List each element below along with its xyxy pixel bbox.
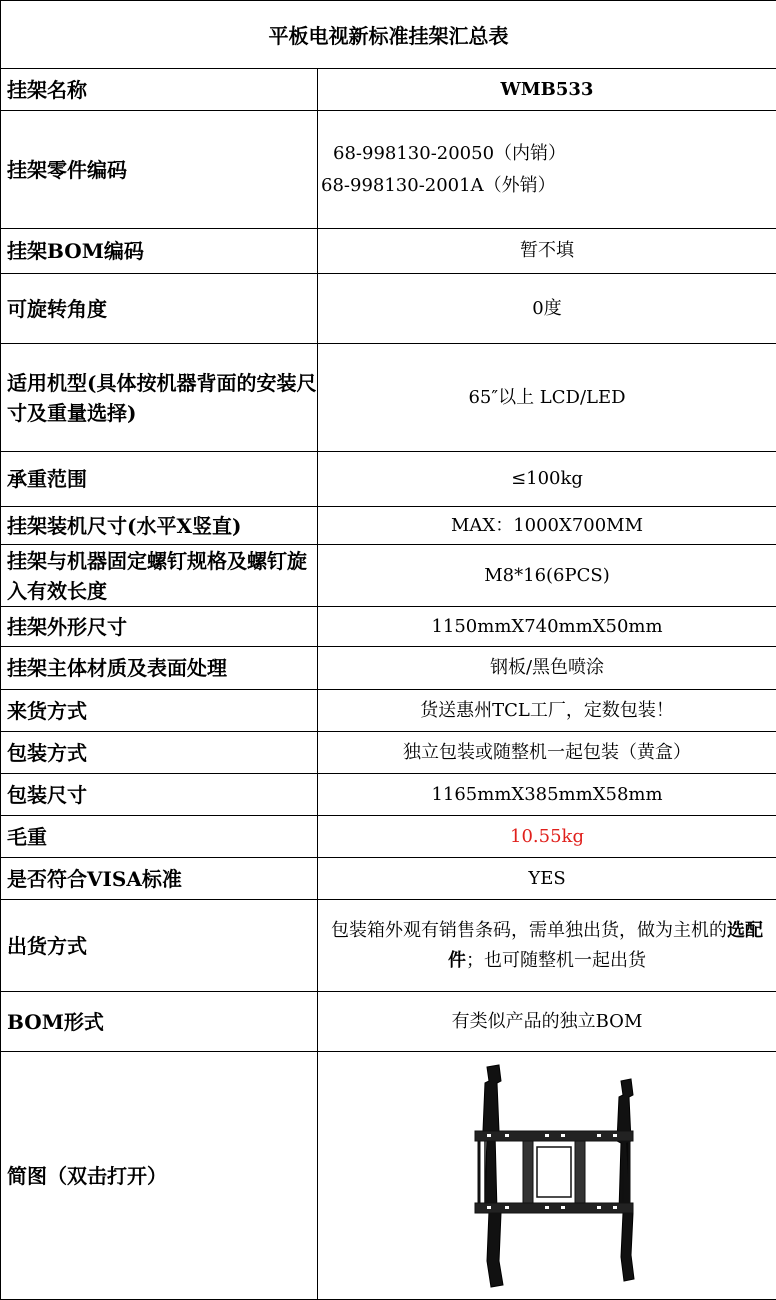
table-row bbox=[1, 111, 776, 229]
table-row bbox=[1, 69, 776, 111]
row-label[interactable]: 可旋转角度 bbox=[1, 274, 318, 344]
row-value[interactable]: 有类似产品的独立BOM bbox=[318, 992, 776, 1052]
row-label[interactable]: 包装方式 bbox=[1, 732, 318, 774]
shipping-text-a: 包装箱外观有销售条码，需单独出货，做为主机的 bbox=[331, 920, 727, 941]
row-value[interactable] bbox=[318, 111, 776, 229]
part-code-export: 68-998130-2001A（外销） bbox=[321, 170, 566, 202]
row-label[interactable]: 简图（双击打开） bbox=[1, 1052, 318, 1300]
row-value[interactable]: 65″以上 LCD/LED bbox=[318, 344, 776, 452]
row-label[interactable]: 来货方式 bbox=[1, 690, 318, 732]
row-label[interactable]: 挂架装机尺寸(水平X竖直) bbox=[1, 507, 318, 545]
title-row bbox=[1, 1, 776, 69]
table-row bbox=[1, 274, 776, 344]
row-value[interactable] bbox=[318, 900, 776, 992]
row-value[interactable]: 1165mmX385mmX58mm bbox=[318, 774, 776, 816]
row-label[interactable]: 挂架与机器固定螺钉规格及螺钉旋入有效长度 bbox=[1, 545, 318, 607]
row-value[interactable]: 钢板/黑色喷涂 bbox=[318, 647, 776, 690]
table-row bbox=[1, 858, 776, 900]
table-row bbox=[1, 229, 776, 274]
table-row bbox=[1, 816, 776, 858]
row-label[interactable]: 挂架外形尺寸 bbox=[1, 607, 318, 647]
row-value[interactable]: 独立包装或随整机一起包装（黄盒） bbox=[318, 732, 776, 774]
row-value[interactable]: YES bbox=[318, 858, 776, 900]
table-row bbox=[1, 732, 776, 774]
row-label[interactable]: 出货方式 bbox=[1, 900, 318, 992]
row-value[interactable]: 货送惠州TCL工厂，定数包装！ bbox=[318, 690, 776, 732]
gross-weight-value[interactable]: 10.55kg bbox=[318, 816, 776, 858]
table-row bbox=[1, 647, 776, 690]
row-label[interactable]: 包装尺寸 bbox=[1, 774, 318, 816]
table-row bbox=[1, 690, 776, 732]
row-label[interactable]: 挂架BOM编码 bbox=[1, 229, 318, 274]
table-row bbox=[1, 900, 776, 992]
row-value[interactable]: ≤100kg bbox=[318, 452, 776, 507]
row-label[interactable]: 是否符合VISA标准 bbox=[1, 858, 318, 900]
row-value[interactable]: MAX：1000X700MM bbox=[318, 507, 776, 545]
bracket-image-cell[interactable] bbox=[318, 1052, 776, 1300]
row-label[interactable]: 适用机型(具体按机器背面的安装尺寸及重量选择) bbox=[1, 344, 318, 452]
table-row bbox=[1, 507, 776, 545]
row-label[interactable]: 毛重 bbox=[1, 816, 318, 858]
table-row bbox=[1, 545, 776, 607]
table-row bbox=[1, 992, 776, 1052]
sheet-title: 平板电视新标准挂架汇总表 bbox=[1, 1, 776, 69]
row-value[interactable]: 暂不填 bbox=[318, 229, 776, 274]
table-row bbox=[1, 1052, 776, 1300]
table-row bbox=[1, 344, 776, 452]
row-label[interactable]: 挂架零件编码 bbox=[1, 111, 318, 229]
row-value[interactable]: M8*16(6PCS) bbox=[318, 545, 776, 607]
shipping-text-b: ；也可随整机一起出货 bbox=[466, 950, 646, 971]
table-row bbox=[1, 774, 776, 816]
part-code-domestic: 68-998130-20050（内销） bbox=[321, 138, 566, 170]
row-value[interactable]: 0度 bbox=[318, 274, 776, 344]
table-row bbox=[1, 607, 776, 647]
row-value[interactable]: 1150mmX740mmX50mm bbox=[318, 607, 776, 647]
shipping-text-bold: 选配件 bbox=[448, 920, 763, 971]
wall-mount-bracket-image[interactable] bbox=[457, 1061, 637, 1291]
row-label[interactable]: 承重范围 bbox=[1, 452, 318, 507]
row-label[interactable]: 挂架名称 bbox=[1, 69, 318, 111]
table-row bbox=[1, 452, 776, 507]
row-value[interactable]: WMB533 bbox=[318, 69, 776, 111]
row-label[interactable]: 挂架主体材质及表面处理 bbox=[1, 647, 318, 690]
row-label[interactable]: BOM形式 bbox=[1, 992, 318, 1052]
